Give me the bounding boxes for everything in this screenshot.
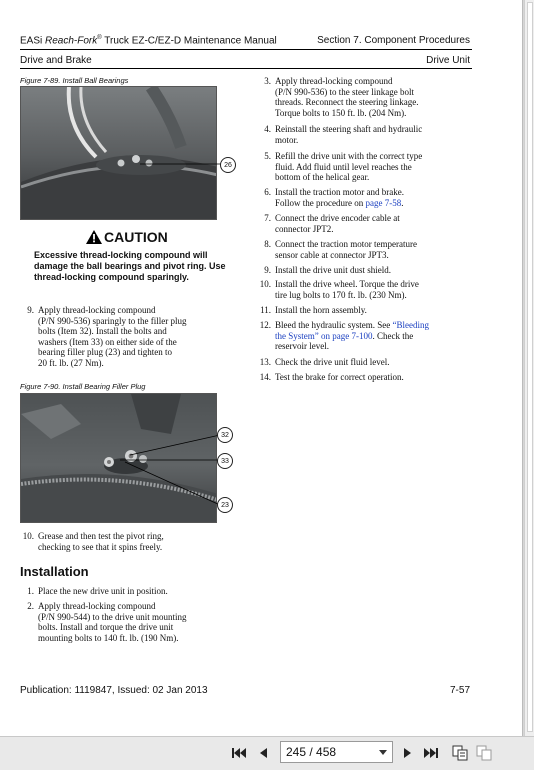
scrollbar-thumb[interactable] (527, 2, 533, 732)
last-page-button[interactable] (422, 742, 440, 764)
previous-page-icon (259, 747, 268, 759)
publication-info: Publication: 1119847, Issued: 02 Jan 2013 (20, 685, 208, 696)
figure-photo-ball-bearings (20, 86, 217, 220)
link-page-7-58[interactable]: page 7-58 (365, 197, 402, 208)
chevron-down-icon (379, 750, 387, 755)
link-bleeding-system[interactable]: “Bleeding (392, 320, 429, 330)
previous-page-button[interactable] (256, 742, 270, 764)
installation-heading: Installation (20, 564, 89, 579)
vertical-scrollbar[interactable] (524, 0, 534, 736)
pdf-page: EASi Reach-Fork® Truck EZ-C/EZ-D Maintenance Manual Section 7. Component Procedures Drive and Brake Drive Unit Figure 7-89. Install Ball Bearings 26 CAUTION Excessive thread-locking compound will damage the ball bearings and pivot ring. Use thread-locking compound sparingly. 9. Apply thread-locking compound (P/N 990-536) sparingly to the filler plug bolts (Item 32). Install the bolts and washers (Item 33) on either side of the bearing filler plug (23) and tighten to 20 ft. lb. (27 Nm). Figure 7-90. Install Bearing Filler Plug 32 33 23 10. Grease and then test the pivot ring, checking to see that it spins freely. Installation 1. Place the new drive unit in position. 2. Apply thread-locking compound (P/N 990-544) to the drive unit mounting bolts. Install and torque the drive unit mounting bolts to 140 ft. lb. (190 Nm). 3. Apply thread-locking compound (P/N 990-536) to the steer linkage bolt threads. Reconnect the steering linkage. Torque bolts to 150 ft. lb. (204 Nm). 4. Reinstall the steering shaft and hydraulic motor. 5. Refill the drive unit with the correct type fluid. Add fluid until level reaches the bottom of the helical gear. 6. Install the traction motor and brake. Follow the procedure on page 7-58. 7. Connect the drive encoder cable at connector JPT2. 8. Connect the traction motor temperature sensor cable at connector JPT3. 9. Install the drive unit dust shield. 10. Install the drive wheel. Torque the drive tire lug bolts to 170 ft. lb. (230 Nm). 11. Install the horn assembly. 12. Bleed the hydraulic system. See “Bleeding the System” on page 7-100. Check the reservoir level. 13. Check the drive unit fluid level. 14. Test the brake for correct operation. Publication: 1119847, Issued: 02 Jan 2013 7-57 (0, 0, 523, 736)
header-rule (20, 49, 472, 50)
warning-triangle-icon (86, 230, 102, 244)
last-page-icon (424, 747, 438, 759)
link-bleeding-system-2[interactable]: the System” on page 7-100 (275, 330, 373, 341)
first-page-icon (232, 747, 246, 759)
section-title: Section 7. Component Procedures (317, 35, 470, 46)
leader-lines-2 (100, 430, 225, 515)
pages-icon (452, 745, 468, 761)
page-layout-button[interactable] (450, 742, 470, 764)
figure-caption-1: Figure 7-89. Install Ball Bearings (20, 76, 129, 85)
page-indicator: 245 / 458 (286, 745, 337, 759)
copy-pages-icon (476, 745, 492, 761)
first-page-button[interactable] (230, 742, 248, 764)
callout-33: 33 (217, 453, 233, 469)
manual-title: EASi Reach-Fork® Truck EZ-C/EZ-D Maintenance Manual (20, 35, 277, 47)
figure-caption-2: Figure 7-90. Install Bearing Filler Plug (20, 382, 146, 391)
callout-23: 23 (217, 497, 233, 513)
page-number: 7-57 (449, 685, 470, 696)
caution-title: CAUTION (86, 229, 168, 245)
callout-32: 32 (217, 427, 233, 443)
viewer-toolbar (0, 736, 534, 770)
leader-line-26 (140, 158, 230, 170)
header-left-sub: Drive and Brake (20, 55, 92, 66)
next-page-icon (403, 747, 412, 759)
caution-text: Excessive thread-locking compound will damage the ball bearings and pivot ring. Use thread-locking compound sparingly. (34, 250, 226, 282)
header-right-sub: Drive Unit (426, 55, 470, 66)
next-page-button[interactable] (400, 742, 414, 764)
page-view-button[interactable] (474, 742, 494, 764)
page-selector[interactable] (280, 741, 393, 763)
header-rule-2 (20, 68, 472, 69)
callout-26: 26 (220, 157, 236, 173)
